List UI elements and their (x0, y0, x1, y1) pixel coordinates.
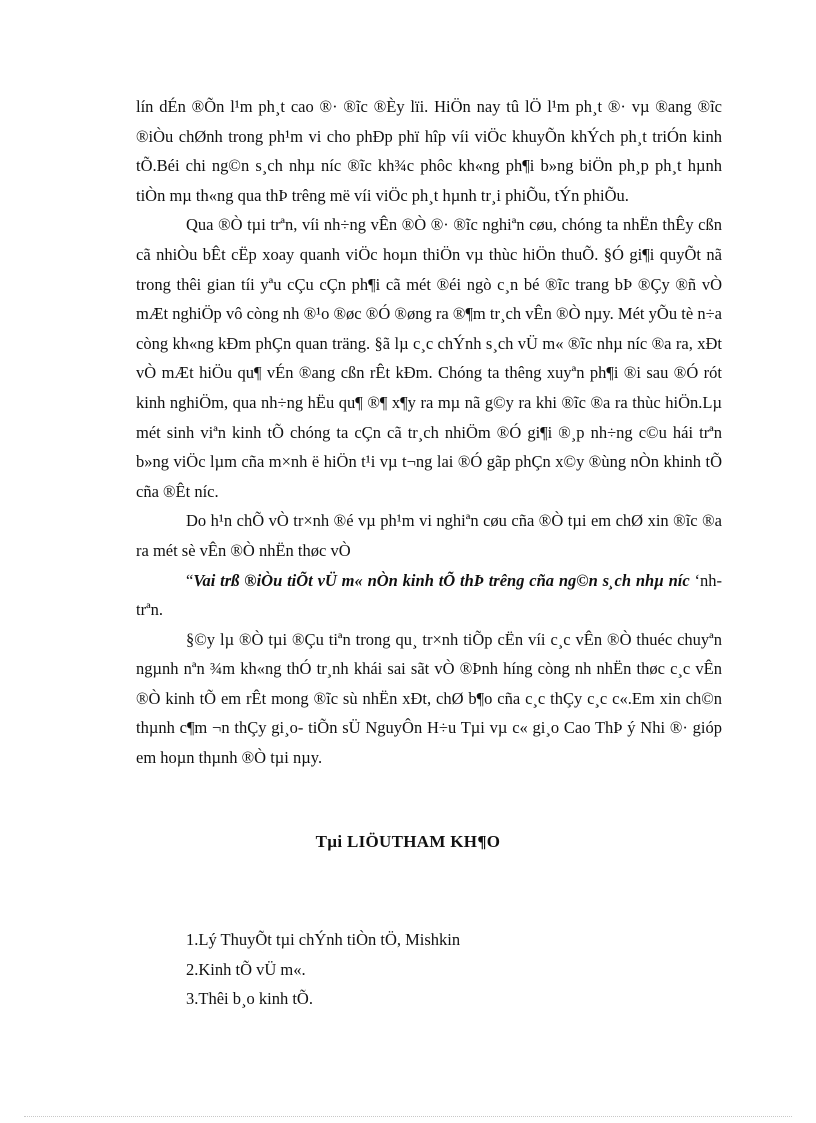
reference-item: 2.Kinh tÕ vÜ m«. (186, 959, 306, 979)
quote-tail: ‘nh trªn. (136, 570, 722, 620)
paragraph-2: Qua ®Ò tµi trªn, víi nh÷ng vÊn ®Ò ®· ®ĩc nghiªn cøu, chóng ta nhËn thÊy cßn cã nhiÒu bÊt cËp xoay quanh viÖc hoµn thiÖn vµ thùc hiÖn thuÕ. §Ó gi¶i quyÕt nã trong thêi gian tíi yªu cÇu cÇn ph¶i cã mét ®éi ngò c¸n bé ®ĩc trang bÞ ®Çy ®ñ vÒ mÆt nghiÖp vô còng nh ®¹o ®øc ®Ó ®øng ra ®¶m tr¸ch vÊn ®Ò nµy. Mét yÕu tè n÷a còng kh«ng kÐm phÇn quan träng. §ã lµ c¸c chÝnh s¸ch vÜ m« ®ĩc nhµ níc ®a ra, xÐt vÒ mÆt hiÖu qu¶ vÉn ®ang cßn rÊt kÐm. Chóng ta thêng xuyªn ph¶i ®i sau ®Ó rót kinh nghiÖm, qua nh÷ng hËu qu¶ ®¶ x¶y ra mµ nã g©y ra khi ®ĩc ®a ra thùc hiÖn.Lµ mét sinh viªn kinh tÕ chóng ta cÇn cã tr¸ch nhiÖm ®Ó gi¶i ®¸p nh÷ng c©u hái trªn b»ng viÖc lµm cña m×nh ë hiÖn t¹i vµ t¬ng lai ®Ó gãp phÇn x©y ®ùng nÒn khinh tÕ cña ®Êt níc. (136, 215, 722, 501)
page-bottom-border (24, 1116, 792, 1117)
quote-open: “ (186, 570, 194, 590)
emphasis-title: Vai trß ®iÒu tiÕt vÜ m« nÒn kinh tÕ thÞ trêng cña ng©n s¸ch nhµ níc (193, 570, 690, 590)
paragraph-1: lín dÉn ®Õn l¹m ph¸t cao ®· ®ĩc ®Èy lïi. HiÖn nay tû lÖ l¹m ph¸t ®· vµ ®ang ®ĩc ®iÒu chØnh trong ph¹m vi cho phÐp phï hîp víi viÖc khuyÕn khÝch ph¸t triÓn kinh tÕ.Béi chi ng©n s¸ch nhµ níc ®ĩc kh¾c phôc kh«ng ph¶i b»ng biÖn ph¸p ph¸t hµnh tiÒn mµ th«ng qua thÞ trêng më víi viÖc ph¸t hµnh tr¸i phiÕu, tÝn phiÕu. (136, 97, 722, 205)
closing-paragraph: §©y lµ ®Ò tµi ®Çu tiªn trong qu¸ tr×nh tiÕp cËn víi c¸c vÊn ®Ò thuéc chuyªn ngµnh nªn ¾m kh«ng thÓ tr¸nh khái sai sãt vÒ ®Þnh híng còng nh nhËn thøc c¸c vÊn ®Ò kinh tÕ em rÊt mong ®ĩc sù nhËn xÐt, chØ b¶o cña c¸c thÇy c¸c c«.Em xin ch©n thµnh c¶m ¬n thÇy gi¸o- tiÕn sÜ NguyÔn H÷u Tµi vµ c« gi¸o Cao ThÞ ý Nhi ®· gióp em hoµn thµnh ®Ò tµi nµy. (136, 629, 722, 768)
reference-item: 1.Lý ThuyÕt tµi chÝnh tiÒn tÖ, Mishkin (186, 930, 461, 949)
paragraph-4 (136, 566, 722, 625)
paragraph-3: Do h¹n chÕ vÒ tr×nh ®é vµ ph¹m vi nghiªn cøu cña ®Ò tµi em chØ xin ®ĩc ®a ra mét sè vÊn ®Ò nhËn thøc vÒ (136, 511, 722, 560)
reference-item: 3.Thêi b¸o kinh tÕ. (186, 989, 313, 1008)
references-list (186, 925, 706, 1014)
body-text (136, 92, 722, 773)
references-heading: Tµi LIÖUTHAM KH¶O (315, 832, 501, 851)
